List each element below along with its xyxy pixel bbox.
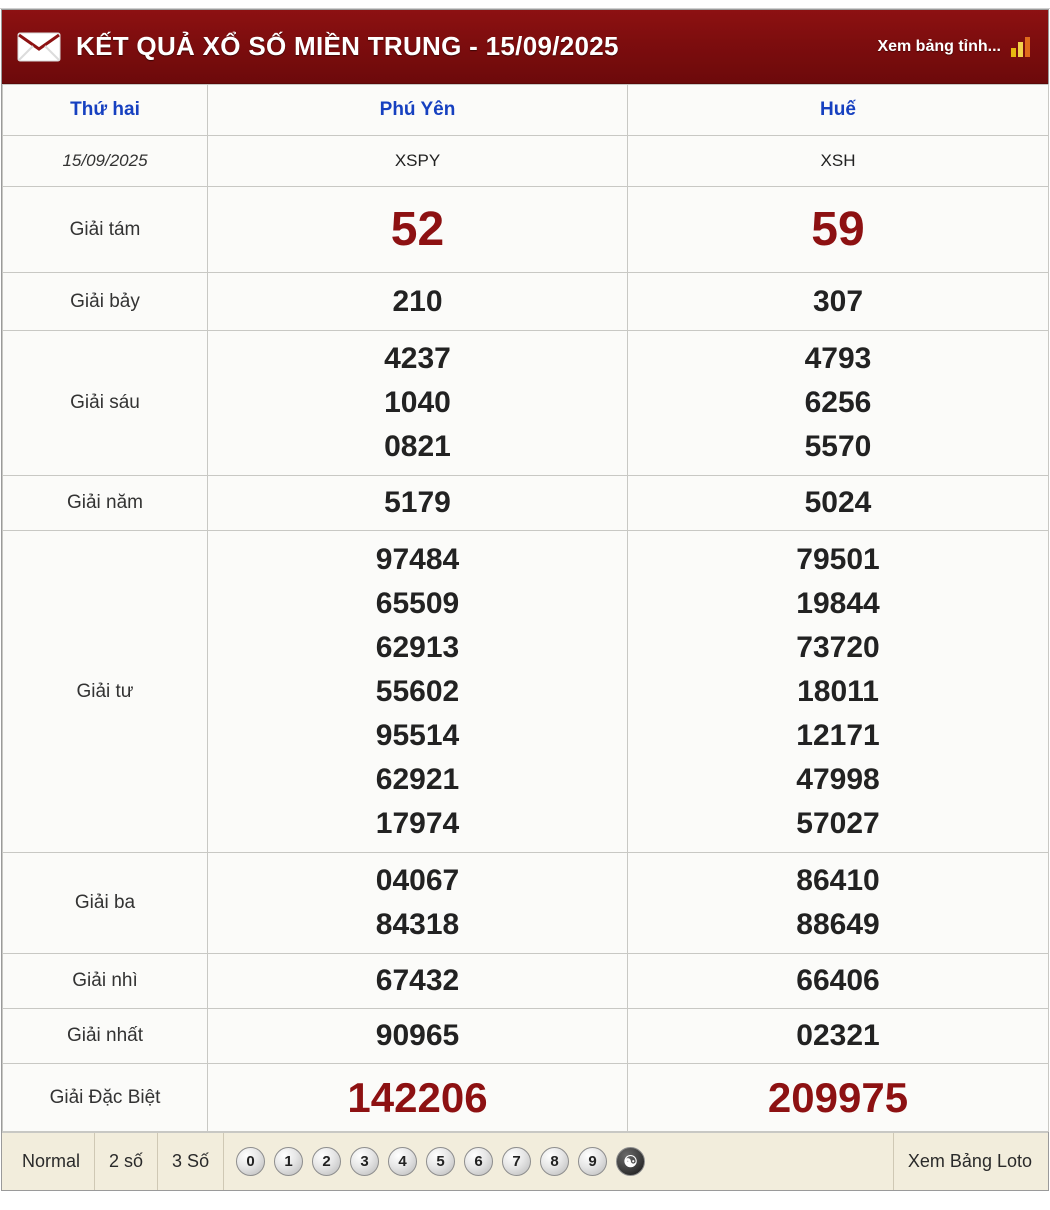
- digit-ball-8[interactable]: 8: [540, 1147, 569, 1176]
- province-name-1[interactable]: Huế: [628, 85, 1049, 136]
- digit-ball-4[interactable]: 4: [388, 1147, 417, 1176]
- table-row: [3, 1064, 1049, 1132]
- prize-number-stack: [208, 331, 627, 475]
- digit-ball-1[interactable]: 1: [274, 1147, 303, 1176]
- prize-number: 73720: [796, 630, 880, 664]
- digit-ball-3[interactable]: 3: [350, 1147, 379, 1176]
- prize-number: 19844: [796, 586, 880, 620]
- prize-value-cell: [208, 331, 628, 476]
- prize-number-stack: [628, 331, 1048, 475]
- prize-value-cell: [208, 476, 628, 531]
- view-loto-table-button[interactable]: Xem Bảng Loto: [893, 1133, 1042, 1190]
- prize-number: 57027: [796, 806, 880, 840]
- results-table-body: [3, 85, 1049, 1132]
- prize-label: Giải tám: [3, 187, 208, 273]
- table-row: [3, 273, 1049, 331]
- prize-number-stack: [628, 532, 1048, 852]
- table-row: [3, 531, 1049, 853]
- prize-value-cell: [628, 476, 1049, 531]
- province-code-0: XSPY: [208, 136, 628, 187]
- prize-number: 142206: [347, 1073, 488, 1121]
- prize-value-cell: [208, 954, 628, 1009]
- prize-number: 6256: [804, 386, 872, 419]
- prize-label: Giải bảy: [3, 273, 208, 331]
- top-strip: [0, 0, 1050, 9]
- prize-number: 62921: [375, 762, 460, 796]
- prize-value-cell: [628, 273, 1049, 331]
- prize-value-cell: [208, 853, 628, 954]
- digit-ball-9[interactable]: 9: [578, 1147, 607, 1176]
- prize-label: Giải năm: [3, 476, 208, 531]
- prize-value-cell: [208, 1009, 628, 1064]
- digit-ball-5[interactable]: 5: [426, 1147, 455, 1176]
- footer-toolbar: [2, 1132, 1048, 1190]
- table-row: [3, 1009, 1049, 1064]
- table-row: [3, 331, 1049, 476]
- prize-number: 90965: [375, 1019, 460, 1052]
- table-row: [3, 187, 1049, 273]
- bar-chart-icon[interactable]: [1011, 37, 1030, 57]
- prize-number: 79501: [796, 542, 880, 576]
- prize-label: Giải Đặc Biệt: [3, 1064, 208, 1132]
- prize-number: 67432: [375, 964, 460, 997]
- prize-number: 1040: [384, 386, 451, 419]
- prize-number-stack: [208, 532, 627, 852]
- table-row: [3, 954, 1049, 1009]
- header-bar: [2, 10, 1048, 84]
- prize-label: Giải ba: [3, 853, 208, 954]
- view-province-table-link[interactable]: Xem bảng tỉnh...: [877, 37, 1001, 55]
- prize-value-cell: [208, 187, 628, 273]
- table-row: [3, 853, 1049, 954]
- prize-value-cell: [628, 331, 1049, 476]
- prize-number: 66406: [796, 964, 880, 997]
- lottery-results-board: [1, 9, 1049, 1191]
- filter-2-digit-button[interactable]: 2 số: [95, 1133, 158, 1190]
- filter-normal-button[interactable]: Normal: [8, 1133, 95, 1190]
- prize-value-cell: [208, 1064, 628, 1132]
- prize-number-stack: [628, 853, 1048, 953]
- prize-value-cell: [628, 531, 1049, 853]
- page-title: KẾT QUẢ XỔ SỐ MIỀN TRUNG - 15/09/2025: [76, 31, 619, 61]
- prize-number: 4237: [384, 342, 451, 375]
- prize-number: 55602: [375, 674, 460, 708]
- prize-number: 18011: [797, 674, 879, 708]
- prize-number: 5179: [384, 486, 451, 519]
- mail-icon: [16, 31, 62, 63]
- prize-number: 04067: [375, 864, 460, 897]
- digit-ball-0[interactable]: 0: [236, 1147, 265, 1176]
- prize-label: Giải nhì: [3, 954, 208, 1009]
- prize-number: 62913: [375, 630, 460, 664]
- prize-value-cell: [628, 187, 1049, 273]
- filter-3-digit-button[interactable]: 3 Số: [158, 1133, 224, 1190]
- prize-number: 0821: [384, 430, 451, 463]
- bottom-space: [0, 1191, 1050, 1210]
- prize-number: 86410: [796, 864, 880, 897]
- yin-yang-icon[interactable]: ☯: [616, 1147, 645, 1176]
- prize-label: Giải tư: [3, 531, 208, 853]
- prize-number: 12171: [796, 718, 880, 752]
- table-header-row: [3, 85, 1049, 136]
- prize-value-cell: [628, 1009, 1049, 1064]
- prize-number: 84318: [375, 908, 460, 941]
- prize-number: 52: [390, 202, 445, 256]
- prize-number: 4793: [804, 342, 872, 375]
- prize-number: 307: [812, 284, 864, 318]
- prize-number: 47998: [796, 762, 880, 796]
- prize-number: 59: [811, 202, 865, 256]
- prize-number: 88649: [796, 908, 880, 941]
- digit-ball-group: [224, 1147, 893, 1176]
- table-subheader-row: [3, 136, 1049, 187]
- prize-label: Giải sáu: [3, 331, 208, 476]
- prize-number: 65509: [375, 586, 460, 620]
- prize-number: 5024: [804, 486, 872, 519]
- prize-value-cell: [208, 531, 628, 853]
- prize-number: 02321: [796, 1019, 880, 1052]
- prize-number: 95514: [375, 718, 460, 752]
- prize-number: 5570: [804, 430, 872, 463]
- prize-number: 17974: [375, 806, 460, 840]
- day-label: Thứ hai: [3, 85, 208, 136]
- prize-number-stack: [208, 853, 627, 953]
- province-code-1: XSH: [628, 136, 1049, 187]
- digit-ball-6[interactable]: 6: [464, 1147, 493, 1176]
- prize-number: 97484: [375, 542, 460, 576]
- header-actions: [877, 37, 1030, 57]
- prize-value-cell: [628, 853, 1049, 954]
- prize-label: Giải nhất: [3, 1009, 208, 1064]
- prize-number: 209975: [767, 1073, 909, 1121]
- province-name-0[interactable]: Phú Yên: [208, 85, 628, 136]
- prize-value-cell: [628, 954, 1049, 1009]
- digit-ball-7[interactable]: 7: [502, 1147, 531, 1176]
- prize-value-cell: [628, 1064, 1049, 1132]
- digit-ball-2[interactable]: 2: [312, 1147, 341, 1176]
- prize-number: 210: [392, 284, 443, 318]
- prize-value-cell: [208, 273, 628, 331]
- date-label: 15/09/2025: [3, 136, 208, 187]
- results-table: [2, 84, 1049, 1132]
- table-row: [3, 476, 1049, 531]
